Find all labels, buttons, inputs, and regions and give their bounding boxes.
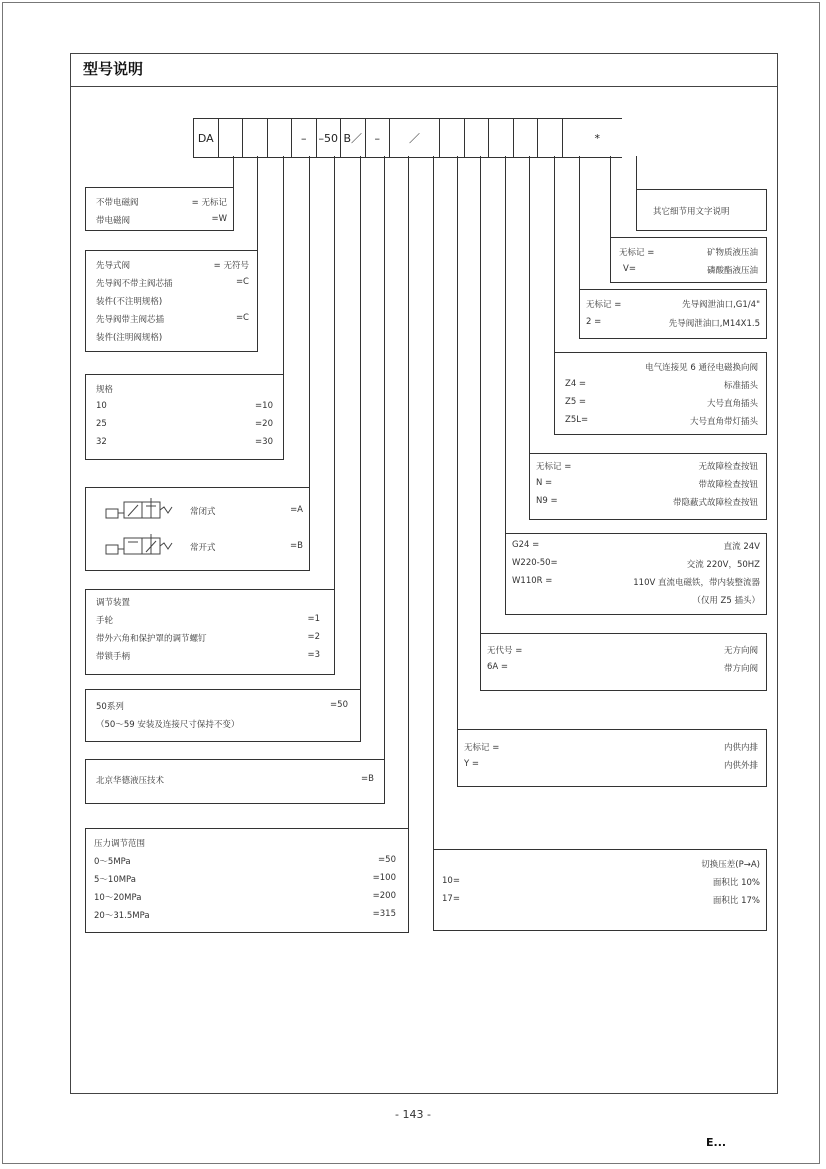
option-label: N = <box>536 478 553 488</box>
manufacturer-box <box>85 759 385 804</box>
code-cell: ／ <box>389 119 439 157</box>
connector <box>384 156 385 759</box>
option-label: 无标记 = <box>619 248 655 258</box>
option-value: =2 <box>307 632 320 642</box>
option-value: 内供内排 <box>723 743 758 753</box>
normally-open-symbol-icon <box>104 532 174 558</box>
option-note: （仅用 Z5 插头） <box>692 596 760 606</box>
option-value: =1 <box>307 614 320 624</box>
option-value: =W <box>211 214 227 224</box>
connector <box>309 156 310 488</box>
option-label: 5～10MPa <box>94 875 137 885</box>
supply-drain-box <box>457 729 767 787</box>
option-value: =10 <box>255 401 273 411</box>
code-cell <box>267 119 292 157</box>
option-value: =50 <box>378 855 396 865</box>
option-value: 标准插头 <box>723 381 758 391</box>
option-value: =B <box>361 774 374 784</box>
option-label: 带电磁阀 <box>96 216 131 226</box>
option-value: =C <box>235 313 249 323</box>
option-value: 无故障检查按钮 <box>698 462 758 472</box>
option-value: =100 <box>372 873 396 883</box>
option-label: Z4 = <box>565 379 587 389</box>
code-cell: B／ <box>340 119 365 157</box>
option-value: =30 <box>255 437 273 447</box>
code-cell <box>513 119 538 157</box>
option-label: 其它细节用文字说明 <box>653 207 730 217</box>
drain-port-box <box>579 289 767 339</box>
code-cell <box>464 119 489 157</box>
code-cell: –50 <box>316 119 341 157</box>
option-label: 北京华德液压技术 <box>96 776 165 786</box>
connector <box>334 156 335 590</box>
option-value: 矿物质液压油 <box>706 248 758 258</box>
connector <box>636 156 637 190</box>
option-value: 大号直角带灯插头 <box>689 417 758 427</box>
option-label: 常闭式 <box>190 507 216 517</box>
option-value: = 无标记 <box>191 198 227 208</box>
option-value: 面积比 10% <box>712 878 760 888</box>
model-code-row <box>193 118 622 158</box>
page-number: - 143 - <box>395 1108 431 1121</box>
option-value: =315 <box>372 909 396 919</box>
option-label: 10 <box>96 401 107 411</box>
connector <box>233 156 234 189</box>
electrical-connection-box <box>554 352 767 435</box>
fluid-box <box>610 237 767 283</box>
option-value: 无方向阀 <box>723 646 758 656</box>
option-label: Z5L= <box>565 415 589 425</box>
adjustment-box <box>85 589 335 675</box>
option-label: 0～5MPa <box>94 857 131 867</box>
option-label: 50系列 <box>96 702 124 712</box>
box-heading: 压力调节范围 <box>94 839 146 849</box>
switching-pressure-box <box>433 849 767 931</box>
normally-closed-symbol-icon <box>104 496 174 522</box>
option-note: （50～59 安装及连接尺寸保持不变） <box>96 720 240 730</box>
option-label: 20～31.5MPa <box>94 911 150 921</box>
connector <box>554 156 555 353</box>
option-value: 直流 24V <box>723 542 760 552</box>
option-label: 先导阀带主阀芯插 <box>96 315 165 325</box>
option-label: 常开式 <box>190 543 216 553</box>
fault-check-box <box>529 453 767 520</box>
option-value: 带方向阀 <box>723 664 758 674</box>
option-value: 带故障检查按钮 <box>698 480 758 490</box>
directional-valve-box <box>480 633 767 691</box>
option-label: 2 = <box>586 317 602 327</box>
connector <box>433 156 434 849</box>
connector <box>457 156 458 729</box>
option-label: 无标记 = <box>536 462 572 472</box>
voltage-box <box>505 533 767 615</box>
option-label: 10= <box>442 876 460 886</box>
option-label: W220-50= <box>512 558 558 568</box>
option-value: 先导阀泄油口,G1/4" <box>682 300 760 310</box>
option-label: 17= <box>442 894 460 904</box>
pilot-type-box <box>85 250 258 352</box>
option-value: =200 <box>372 891 396 901</box>
connector <box>257 156 258 250</box>
option-label: 装件(注明阀规格) <box>96 333 163 343</box>
connector <box>408 156 409 828</box>
connector <box>360 156 361 689</box>
box-heading: 切换压差(P→A) <box>701 860 760 870</box>
pressure-range-box <box>85 828 409 933</box>
option-label: 装件(不注明规格) <box>96 297 163 307</box>
option-label: W110R = <box>512 576 553 586</box>
solenoid-option-box <box>85 187 234 231</box>
option-label: 带外六角和保护罩的调节螺钉 <box>96 634 207 644</box>
other-details-box <box>636 189 767 231</box>
code-cell: – <box>291 119 316 157</box>
option-value: 内供外排 <box>723 761 758 771</box>
code-cell <box>218 119 243 157</box>
option-value: =C <box>235 277 249 287</box>
option-label: G24 = <box>512 540 540 550</box>
option-value: =3 <box>307 650 320 660</box>
option-label: V= <box>623 264 636 274</box>
corner-mark: E... <box>706 1136 727 1149</box>
box-heading: 调节装置 <box>96 598 131 608</box>
series-box <box>85 689 361 742</box>
option-label: N9 = <box>536 496 558 506</box>
option-value: 面积比 17% <box>712 896 760 906</box>
box-heading: 电气连接见 6 通径电磁换向阀 <box>645 363 758 373</box>
connector <box>529 156 530 453</box>
option-label: 25 <box>96 419 107 429</box>
option-value: 交流 220V，50HZ <box>686 560 760 570</box>
option-value: 磷酸酯液压油 <box>706 266 758 276</box>
option-label: 手轮 <box>96 616 114 626</box>
option-label: 无标记 = <box>464 743 500 753</box>
title-rule <box>70 86 778 87</box>
option-value: 大号直角插头 <box>706 399 758 409</box>
code-cell <box>242 119 267 157</box>
option-label: 6A = <box>487 662 509 672</box>
option-label: 不带电磁阀 <box>96 198 139 208</box>
connector <box>505 156 506 534</box>
option-value: =A <box>290 505 303 515</box>
option-value: 110V 直流电磁铁，带内装整流器 <box>633 578 760 588</box>
option-value: =20 <box>255 419 273 429</box>
connector <box>283 156 284 374</box>
option-label: Z5 = <box>565 397 587 407</box>
code-cell <box>488 119 513 157</box>
option-label: 10～20MPa <box>94 893 142 903</box>
connector <box>579 156 580 289</box>
option-label: 无代号 = <box>487 646 523 656</box>
box-heading: 规格 <box>96 385 114 395</box>
code-cell: – <box>365 119 390 157</box>
option-value: =50 <box>330 700 348 710</box>
size-box <box>85 374 284 460</box>
option-label: 带锁手柄 <box>96 652 131 662</box>
code-cell: DA <box>193 119 218 157</box>
code-cell <box>439 119 464 157</box>
code-cell <box>537 119 562 157</box>
option-value: 先导阀泄油口,M14X1.5 <box>668 319 760 329</box>
valve-function-box <box>85 487 310 571</box>
option-label: 先导式阀 <box>96 261 131 271</box>
connector <box>610 156 611 237</box>
code-cell: * <box>562 119 622 157</box>
connector <box>480 156 481 633</box>
option-value: 带隐蔽式故障检查按钮 <box>672 498 758 508</box>
option-value: =B <box>290 541 303 551</box>
option-value: = 无符号 <box>213 261 249 271</box>
option-label: 32 <box>96 437 107 447</box>
option-label: Y = <box>464 759 480 769</box>
section-title: 型号说明 <box>83 60 144 78</box>
option-label: 先导阀不带主阀芯插 <box>96 279 173 289</box>
option-label: 无标记 = <box>586 300 622 310</box>
